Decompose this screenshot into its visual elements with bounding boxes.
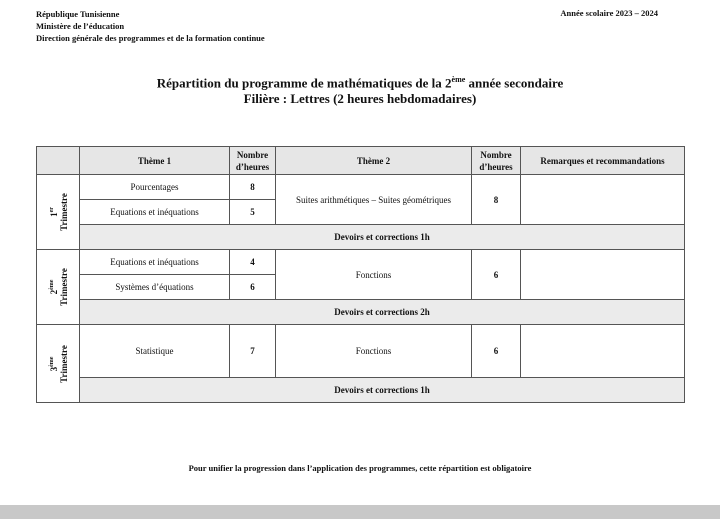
devoirs-cell: Devoirs et corrections 1h [80, 225, 685, 250]
hours1-cell: 5 [230, 200, 276, 225]
remarks-cell [521, 325, 685, 378]
header-theme2: Thème 2 [276, 147, 472, 175]
document-title [0, 72, 720, 107]
header-hours1: Nombre d’heures [230, 147, 276, 175]
footer-note: Pour unifier la progression dans l’application des programmes, cette répartition est obligatoire [188, 463, 532, 473]
hours1-cell: 8 [230, 175, 276, 200]
institution-header [36, 8, 265, 44]
hours2-cell: 8 [472, 175, 521, 225]
theme1-cell: Equations et inéquations [80, 250, 230, 275]
corner-cell [37, 147, 80, 175]
header-republic: République Tunisienne [36, 9, 120, 19]
bottom-bar [0, 505, 720, 519]
hours2-cell: 6 [472, 250, 521, 300]
header-hours2: Nombre d’heures [472, 147, 521, 175]
theme1-cell: Pourcentages [80, 175, 230, 200]
trimester-2-label: 2ème Trimestre [37, 250, 80, 325]
devoirs-cell: Devoirs et corrections 2h [80, 300, 685, 325]
theme1-cell: Statistique [80, 325, 230, 378]
trimester-1-label: 1er Trimestre [37, 175, 80, 250]
table-row [37, 250, 685, 275]
devoirs-row [37, 300, 685, 325]
hours1-cell: 4 [230, 250, 276, 275]
header-ministry: Ministère de l’éducation [36, 21, 125, 31]
theme1-cell: Systèmes d’équations [80, 275, 230, 300]
title-line-1: Répartition du programme de mathématiques de la 2ème année secondaire [156, 75, 564, 91]
school-year: Année scolaire 2023 – 2024 [560, 8, 658, 18]
trimester-3-label: 3ème Trimestre [37, 325, 80, 403]
header-theme1: Thème 1 [80, 147, 230, 175]
header-remarks: Remarques et recommandations [521, 147, 685, 175]
devoirs-row [37, 225, 685, 250]
theme2-cell: Fonctions [276, 250, 472, 300]
hours2-cell: 6 [472, 325, 521, 378]
devoirs-row [37, 378, 685, 403]
table-row [37, 325, 685, 378]
remarks-cell [521, 175, 685, 225]
table-row [37, 175, 685, 200]
table-header-row [37, 147, 685, 175]
header-direction: Direction générale des programmes et de la formation continue [36, 33, 265, 43]
theme1-cell: Equations et inéquations [80, 200, 230, 225]
theme2-cell: Fonctions [276, 325, 472, 378]
hours1-cell: 6 [230, 275, 276, 300]
theme2-cell: Suites arithmétiques – Suites géométriques [276, 175, 472, 225]
devoirs-cell: Devoirs et corrections 1h [80, 378, 685, 403]
program-table [36, 146, 685, 403]
hours1-cell: 7 [230, 325, 276, 378]
remarks-cell [521, 250, 685, 300]
title-line-2: Filière : Lettres (2 heures hebdomadaires) [243, 91, 477, 107]
